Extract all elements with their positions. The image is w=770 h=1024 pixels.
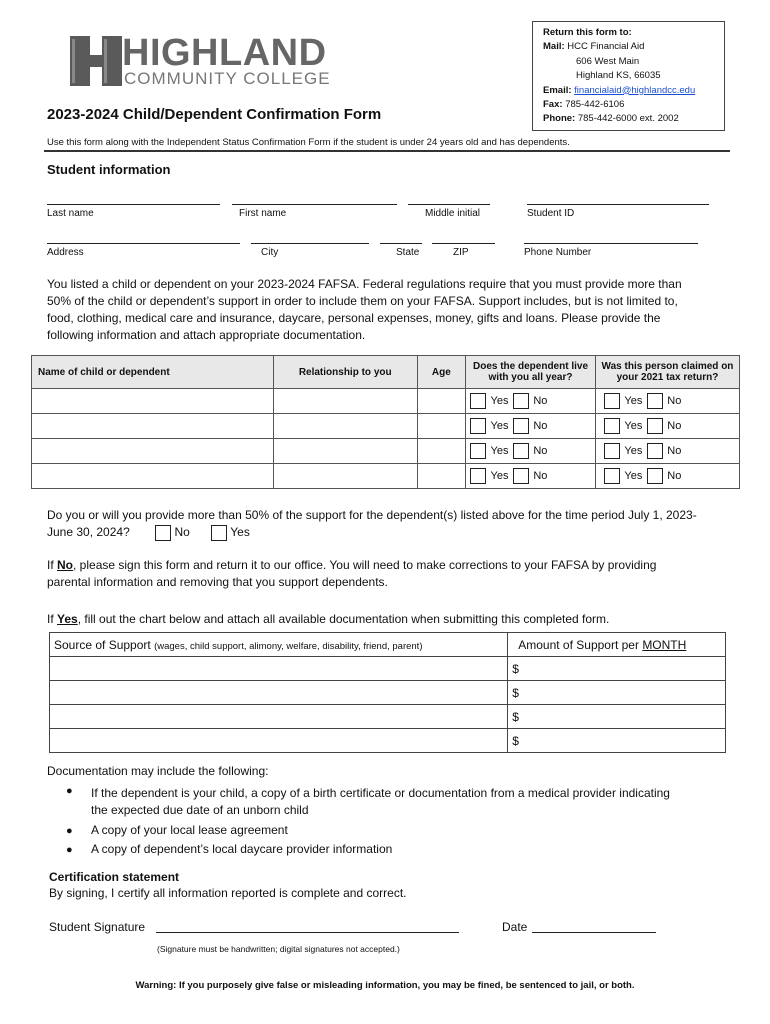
signature-label: Student Signature: [49, 920, 146, 934]
table-row: [50, 657, 726, 681]
amount-cell[interactable]: $: [508, 681, 726, 705]
table-row: [50, 729, 726, 753]
support-yes-checkbox[interactable]: [211, 525, 227, 541]
if-yes-instructions: If Yes, fill out the chart below and attach all available documentation when submitting this completed form.: [47, 612, 610, 626]
header-divider: [44, 150, 730, 152]
table-row: Yes No Yes No: [32, 464, 740, 489]
logo-wordmark: HIGHLAND: [122, 32, 327, 74]
phone-field[interactable]: [524, 243, 698, 244]
middle-initial-field[interactable]: [408, 204, 490, 205]
if-no-instructions: If No, please sign this form and return it to our office. You will need to make corrections to your FAFSA by providing parental information and removing that you support dependents.: [47, 558, 657, 589]
col-relationship-header: Relationship to you: [273, 356, 417, 389]
legal-warning: Warning: If you purposely give false or misleading information, you may be fined, be sentenced to jail, or both.: [135, 980, 635, 991]
dependent-name-cell[interactable]: [32, 389, 274, 414]
claimed-no-checkbox[interactable]: [647, 443, 663, 459]
city-field[interactable]: [251, 243, 369, 244]
age-cell[interactable]: [417, 414, 465, 439]
student-info-title: Student information: [47, 162, 171, 177]
source-cell[interactable]: [50, 705, 508, 729]
documentation-title: Documentation may include the following:: [47, 764, 269, 778]
lives-yes-checkbox[interactable]: [470, 443, 486, 459]
lives-no-checkbox[interactable]: [513, 443, 529, 459]
age-cell[interactable]: [417, 464, 465, 489]
bullet-icon: ●: [66, 844, 73, 856]
doc-item-2: A copy of your local lease agreement: [91, 823, 288, 837]
doc-item-1: If the dependent is your child, a copy of a birth certificate or documentation from a medical provider indicating the expected due date of an unborn child: [91, 786, 670, 817]
zip-label: ZIP: [453, 247, 469, 258]
lives-yes-checkbox[interactable]: [470, 418, 486, 434]
claimed-yes-checkbox[interactable]: [604, 393, 620, 409]
date-label: Date: [502, 920, 528, 934]
email-link[interactable]: financialaid@highlandcc.edu: [574, 84, 696, 96]
college-logo-icon: [70, 36, 122, 86]
student-id-label: Student ID: [527, 208, 575, 219]
relationship-cell[interactable]: [273, 414, 417, 439]
dependent-name-cell[interactable]: [32, 464, 274, 489]
return-address-box: Return this form to: Mail: HCC Financial Aid 606 West Main Highland KS, 66035 Email: financialaid@highlandcc.edu Fax: 785-442-6106 Phone: 785-442-6000 ext. 2002: [532, 21, 725, 131]
amount-cell[interactable]: $: [508, 657, 726, 681]
source-header: Source of Support (wages, child support, alimony, welfare, disability, friend, parent): [50, 633, 508, 657]
col-name-header: Name of child or dependent: [32, 356, 274, 389]
last-name-label: Last name: [47, 208, 94, 219]
usage-note: Use this form along with the Independent Status Confirmation Form if the student is under 24 years old and has dependents.: [47, 137, 570, 148]
claimed-yes-checkbox[interactable]: [604, 468, 620, 484]
certification-text: By signing, I certify all information reported is complete and correct.: [49, 886, 407, 900]
form-title: 2023-2024 Child/Dependent Confirmation Form: [47, 106, 382, 123]
middle-initial-label: Middle initial: [425, 208, 481, 219]
dependents-table: [31, 355, 740, 489]
age-cell[interactable]: [417, 439, 465, 464]
table-row: Yes No Yes No: [32, 389, 740, 414]
doc-item-3: A copy of dependent’s local daycare provider information: [91, 842, 393, 856]
table-row: [50, 681, 726, 705]
first-name-field[interactable]: [232, 204, 397, 205]
certification-title: Certification statement: [49, 870, 180, 884]
col-lives-with-header: Does the dependent live with you all year?: [466, 356, 596, 389]
state-label: State: [396, 247, 420, 258]
claimed-no-checkbox[interactable]: [647, 418, 663, 434]
col-claimed-header: Was this person claimed on your 2021 tax return?: [595, 356, 739, 389]
relationship-cell[interactable]: [273, 389, 417, 414]
dependent-name-cell[interactable]: [32, 439, 274, 464]
date-line[interactable]: [532, 932, 656, 933]
claimed-yes-checkbox[interactable]: [604, 418, 620, 434]
address-field[interactable]: [47, 243, 240, 244]
zip-field[interactable]: [432, 243, 495, 244]
lives-yes-checkbox[interactable]: [470, 393, 486, 409]
address-label: Address: [47, 247, 84, 258]
claimed-no-checkbox[interactable]: [647, 393, 663, 409]
last-name-field[interactable]: [47, 204, 220, 205]
lives-no-checkbox[interactable]: [513, 418, 529, 434]
lives-no-checkbox[interactable]: [513, 393, 529, 409]
support-table: [49, 632, 726, 753]
age-cell[interactable]: [417, 389, 465, 414]
bullet-icon: ●: [66, 785, 73, 797]
amount-cell[interactable]: $: [508, 705, 726, 729]
support-question: Do you or will you provide more than 50% of the support for the dependent(s) listed above for the time period July 1, 2023-June 30, 2024? No Yes: [47, 508, 697, 539]
signature-note: (Signature must be handwritten; digital signatures not accepted.): [157, 944, 400, 954]
student-id-field[interactable]: [527, 204, 709, 205]
intro-paragraph: You listed a child or dependent on your 2023-2024 FAFSA. Federal regulations require that you must provide more than 50% of the child or dependent’s support in order to include them on your FAFSA. Support includes, but is not limited to, food, clothing, medical care and insurance, daycare, personal expenses, money, gifts and loans. Please provide the following information and attach appropriate documentation.: [47, 277, 682, 342]
phone-label: Phone Number: [524, 247, 592, 258]
source-cell[interactable]: [50, 657, 508, 681]
bullet-icon: ●: [66, 825, 73, 837]
col-age-header: Age: [417, 356, 465, 389]
claimed-no-checkbox[interactable]: [647, 468, 663, 484]
source-cell[interactable]: [50, 729, 508, 753]
amount-header: Amount of Support per MONTH: [508, 633, 726, 657]
claimed-yes-checkbox[interactable]: [604, 443, 620, 459]
first-name-label: First name: [239, 208, 287, 219]
relationship-cell[interactable]: [273, 439, 417, 464]
table-row: Yes No Yes No: [32, 439, 740, 464]
source-cell[interactable]: [50, 681, 508, 705]
table-row: [50, 705, 726, 729]
table-row: Yes No Yes No: [32, 414, 740, 439]
lives-no-checkbox[interactable]: [513, 468, 529, 484]
dependent-name-cell[interactable]: [32, 414, 274, 439]
amount-cell[interactable]: $: [508, 729, 726, 753]
relationship-cell[interactable]: [273, 464, 417, 489]
support-no-checkbox[interactable]: [155, 525, 171, 541]
logo-subtitle: COMMUNITY COLLEGE: [124, 69, 331, 88]
state-field[interactable]: [380, 243, 422, 244]
city-label: City: [261, 247, 279, 258]
signature-line[interactable]: [156, 932, 459, 933]
lives-yes-checkbox[interactable]: [470, 468, 486, 484]
